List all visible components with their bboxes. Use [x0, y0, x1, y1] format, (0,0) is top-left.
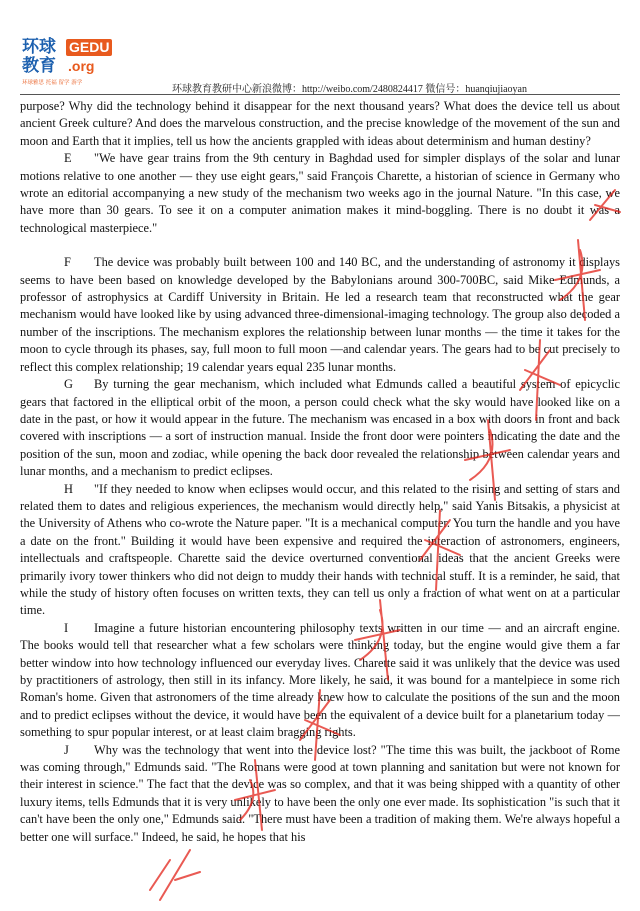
paragraph-f — [20, 254, 620, 376]
logo-tagline: 环球雅思 托福 留学 游学 — [22, 80, 83, 86]
paragraph-label-e: E — [64, 151, 72, 166]
logo-gedu-badge: GEDU — [66, 39, 112, 56]
page-header — [0, 0, 640, 100]
paragraph-label-h: H — [64, 481, 73, 496]
logo-chinese-name: 环球教育 — [22, 37, 56, 76]
paragraph-label-g: G — [64, 377, 73, 392]
paragraph-text-g: By turning the gear mechanism, which included what Edmunds called a beautiful system of epicyclic gears that factored in the elliptical orbit of the moon, a person could check what the sky would have looked like on a date in the past, or how it would appear in the future. The mechanism was encased in a box with doors in front and back covered with inscriptions — a sort of instruction manual. Inside the front door were pointers indicating the date and the position of the sun, moon and zodiac, while opening the back door revealed the relationship between calendar years and lunar months, and a mechanism to predict eclipses. — [20, 377, 620, 479]
paragraph-j — [20, 742, 620, 846]
paragraph-e — [20, 150, 620, 237]
paragraph-g — [20, 376, 620, 480]
paragraph-text-f: The device was probably built between 100 and 140 BC, and the understanding of astronomy it displays seems to have been based on knowledge developed by the Babylonians around 300-700BC, said Mike Edmunds, a professor of astrophysics at Cardiff University in Britain. He led a research team that reconstructed what the gear mechanism would have looked like by using advanced three-dimensional-imaging technology. The group also decoded a number of the inscriptions. The mechanism explores the relationship between lunar months — the time it takes for the moon to cycle through its phases, say, full moon to full moon —and calendar years. The gears had to be cut precisely to reflect this complex relationship; 19 calendar years equal 235 lunar months. — [20, 255, 620, 374]
gedu-logo — [22, 38, 122, 88]
paragraph-text-h: "If they needed to know when eclipses would occur, and this related to the rising and setting of stars and related them to dates and religious experiences, the mechanism would directly help," said Yanis Bitsakis, a physicist at the University of Athens who co-wrote the Nature paper. "It is a mechanical computer. You turn the handle and you have a date on the front." Building it would have been expensive and required the interaction of astronomers, engineers, intellectuals and craftspeople. Charette said the device overturned conventional ideas that the ancient Greeks were primarily ivory tower thinkers who did not deign to muddy their hands with technical stuff. It is a reminder, he said, that while the study of history often focuses on written texts, they can tell us only a fraction of what went on at a particular time. — [20, 481, 620, 618]
header-divider — [20, 94, 620, 95]
paragraph-h — [20, 481, 620, 620]
paragraph-i — [20, 620, 620, 742]
paragraph-text-e: "We have gear trains from the 9th century in Baghdad used for simpler displays of the solar and lunar motions relative to one another — they use eight gears," said François Charette, a historian of science in Germany who wrote an editorial accompanying a new study of the mechanism two weeks ago in the journal Nature. "In this case, we have more than 30 gears. To see it on a computer animation makes it mind-boggling. There is no doubt it was a technological masterpiece." — [20, 151, 620, 235]
logo-org-suffix: .org — [68, 58, 95, 74]
paragraph-label-i: I — [64, 620, 69, 635]
paragraph-label-j: J — [64, 742, 69, 757]
paragraph-continuation — [20, 98, 620, 150]
paragraph-label-f: F — [64, 255, 71, 270]
header-contact-info: 环球教育教研中心新浪微博：http://weibo.com/2480824417 微信号：huanqiujiaoyan — [172, 84, 527, 95]
paragraph-text-j: Why was the technology that went into the device lost? "The time this was built, the jackboot of Rome was coming through," Edmunds said. "The Romans were good at town planning and sanitation but were not known for their interest in science." The fact that the device was so complex, and that it was being shipped with a quantity of other luxury items, tells Edmunds that it is very unlikely to have been the only one ever made. Its sophistication "is such that it can't have been the only one," Edmunds said. "There must have been a tradition of making them. We're always hopeful a better one will surface." Indeed, he said, he hopes that his — [20, 742, 620, 844]
article-body — [20, 98, 620, 908]
paragraph-text-i: Imagine a future historian encountering philosophy texts written in our time — and an aircraft engine. The books would tell that researcher what a few scholars were thinking today, but the engine would give them a far better window into how technology influenced our everyday lives. Charette said it was unlikely that the device was used by practitioners of astrology, then still in its infancy. More likely, he said, it was bound for a mantelpiece in some rich Roman's home. Given that astronomers of the time already knew how to calculate the positions of the sun and the moon and to predict eclipses without the device, it would have been the equivalent of a device built for a planetarium today — something to spur popular interest, or at least claim bragging rights. — [20, 620, 620, 740]
paragraph-text: purpose? Why did the technology behind it disappear for the next thousand years? What does the device tell us about ancient Greek culture? And does the marvelous construction, and the precise knowledge of the movement of the sun and moon and Earth that it implies, tell us how the ancients grappled with ideas about determinism and human destiny? — [20, 99, 620, 148]
